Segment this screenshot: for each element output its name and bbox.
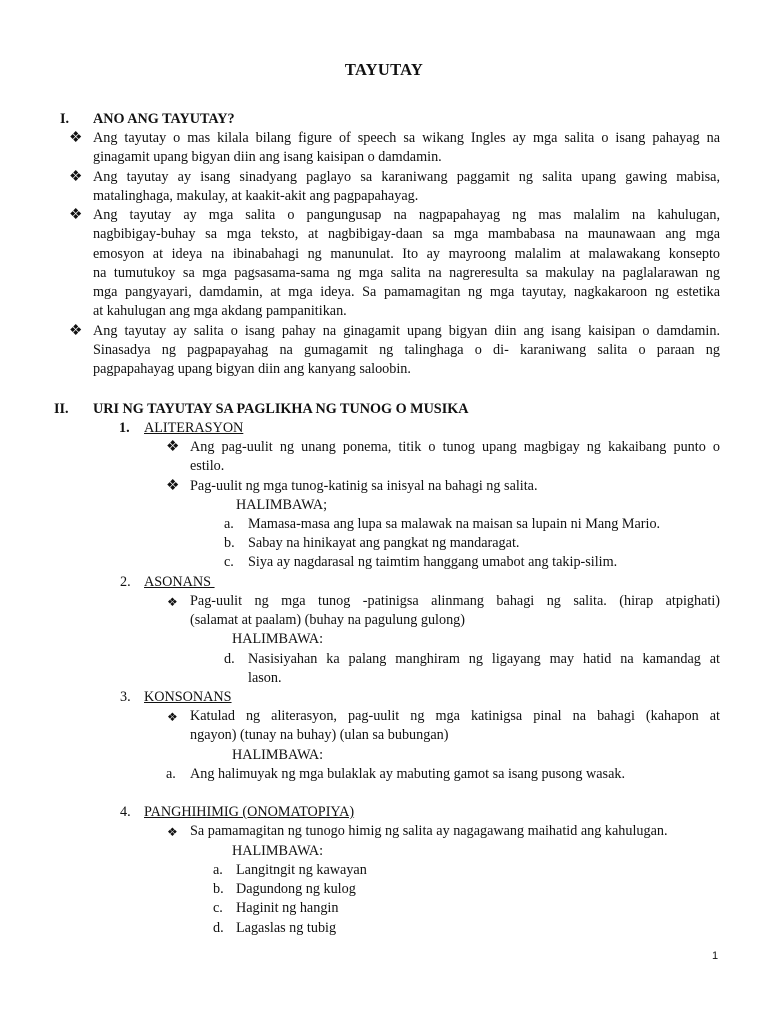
s1-bullet-3-line-2: nagbibigay-buhay sa mga teksto, at nagbibigay-daan sa mga mambabasa na maunawaan ang mga <box>93 226 720 242</box>
page-number: 1 <box>712 950 719 962</box>
s1-bullet-3-line-1: Ang tayutay ay mga salita o pangungusap na nagpapahayag ng mas malalim na kahulugan, <box>93 207 720 223</box>
panghihimig-example-d-letter: d. <box>213 920 224 936</box>
panghihimig-example-b: Dagundong ng kulog <box>236 881 356 897</box>
s1-bullet-1-line-1: Ang tayutay o mas kilala bilang figure of speech sa wikang Ingles ay mga salita o isang pahayag na <box>93 130 720 146</box>
item-2-label: ASONANS <box>144 574 215 590</box>
diamond-outline-bullet-icon: ❖ <box>167 595 178 609</box>
panghihimig-halimbawa: HALIMBAWA: <box>232 843 324 859</box>
panghihimig-example-b-letter: b. <box>213 881 224 897</box>
aliterasyon-bullet-2: Pag-uulit ng mga tunog-katinig sa inisyal na bahagi ng salita. <box>190 478 538 494</box>
konsonans-bullet-line-2: ngayon) (tunay na buhay) (ulan sa bubungan) <box>190 727 449 743</box>
diamond-outline-bullet-icon: ❖ <box>167 710 178 724</box>
aliterasyon-example-c: Siya ay nagdarasal ng taimtim hanggang umabot ang takip-silim. <box>248 554 618 570</box>
item-1-number: 1. <box>119 420 130 436</box>
section-2-heading: URI NG TAYUTAY SA PAGLIKHA NG TUNOG O MUSIKA <box>93 401 469 417</box>
diamond-outline-bullet-icon: ❖ <box>167 825 178 839</box>
aliterasyon-example-b-letter: b. <box>224 535 235 551</box>
panghihimig-example-c-letter: c. <box>213 900 223 916</box>
s1-bullet-2-line-2: matalinghaga, makulay, at kaakit-akit ang pagpapahayag. <box>93 188 419 204</box>
section-2-number: II. <box>54 401 69 417</box>
item-3-number: 3. <box>120 689 131 705</box>
section-1-number: I. <box>60 111 70 127</box>
konsonans-example: Ang halimuyak ng mga bulaklak ay mabuting gamot sa isang pusong wasak. <box>190 766 626 782</box>
panghihimig-example-d: Lagaslas ng tubig <box>236 920 337 936</box>
diamond-bullet-icon: ❖ <box>166 439 180 455</box>
diamond-bullet-icon: ❖ <box>69 169 83 185</box>
asonans-bullet-line-1: Pag-uulit ng mga tunog -patinigsa alinmang bahagi ng salita. (hirap atpighati) <box>190 593 720 609</box>
aliterasyon-example-a: Mamasa-masa ang lupa sa malawak na maisan sa lupain ni Mang Mario. <box>248 516 661 532</box>
konsonans-example-letter: a. <box>166 766 176 782</box>
aliterasyon-bullet-1-line-1: Ang pag-uulit ng unang ponema, titik o tunog upang magbigay ng kakaibang punto o <box>190 439 720 455</box>
item-3-label: KONSONANS <box>144 689 232 705</box>
s1-bullet-4-line-3: pagpapahayag upang bigyan diin ang kanyang saloobin. <box>93 361 411 377</box>
panghihimig-example-a-letter: a. <box>213 862 223 878</box>
panghihimig-bullet: Sa pamamagitan ng tunogo himig ng salita ay nagagawang maihatid ang kahulugan. <box>190 823 668 839</box>
diamond-bullet-icon: ❖ <box>69 323 83 339</box>
item-4-number: 4. <box>120 804 131 820</box>
s1-bullet-3-line-4: na tumutukoy sa mga pagsasama-sama ng mga salita na nagreresulta sa makulay na paglalarawan ng <box>93 265 720 281</box>
panghihimig-example-a: Langitngit ng kawayan <box>236 862 367 878</box>
document-title: TAYUTAY <box>344 60 424 79</box>
asonans-example-line-1: Nasisiyahan ka palang manghiram ng ligayang may hatid na kamandag at <box>248 651 720 667</box>
s1-bullet-4-line-2: Sinasadya ng pagpapayahag na gumagamit ng talinghaga o di- karaniwang salita o paraan ng <box>93 342 720 358</box>
s1-bullet-1-line-2: ginagamit upang bigyan diin ang isang kaisipan o damdamin. <box>93 149 442 165</box>
asonans-example-letter: d. <box>224 651 235 667</box>
item-1-label: ALITERASYON <box>144 420 244 436</box>
s1-bullet-3-line-3: emosyon at ideya na ibinabahagi ng manunulat. Ito ay mayroong malalim at malawakang konsepto <box>93 246 720 262</box>
s1-bullet-3-line-6: at kahulugan ang mga akdang pampanitikan. <box>93 303 347 319</box>
diamond-bullet-icon: ❖ <box>69 207 83 223</box>
section-1-heading: ANO ANG TAYUTAY? <box>93 111 235 127</box>
s1-bullet-4-line-1: Ang tayutay ay salita o isang pahay na ginagamit upang bigyan diin ang isang kaisipan o damdamin. <box>93 323 720 339</box>
s1-bullet-2-line-1: Ang tayutay ay isang sinadyang paglayo sa karaniwang paggamit ng salita upang gawing mabisa, <box>93 169 720 185</box>
diamond-bullet-icon: ❖ <box>69 130 83 146</box>
aliterasyon-halimbawa: HALIMBAWA; <box>236 497 328 513</box>
konsonans-bullet-line-1: Katulad ng aliterasyon, pag-uulit ng mga katinigsa pinal na bahagi (kahapon at <box>190 708 720 724</box>
item-2-number: 2. <box>120 574 131 590</box>
item-4-label: PANGHIHIMIG (ONOMATOPIYA) <box>144 804 355 820</box>
aliterasyon-example-c-letter: c. <box>224 554 234 570</box>
diamond-bullet-icon: ❖ <box>166 478 180 494</box>
panghihimig-example-c: Haginit ng hangin <box>236 900 339 916</box>
s1-bullet-3-line-5: mga pangyayari, damdamin, at mga ideya. Sa pamamagitan ng mga tayutay, nagkakaroon ng estetika <box>93 284 720 300</box>
konsonans-halimbawa: HALIMBAWA: <box>232 747 324 763</box>
aliterasyon-example-b: Sabay na hinikayat ang pangkat ng mandaragat. <box>248 535 520 551</box>
asonans-example-line-2: lason. <box>248 670 282 686</box>
aliterasyon-example-a-letter: a. <box>224 516 234 532</box>
asonans-halimbawa: HALIMBAWA: <box>232 631 324 647</box>
aliterasyon-bullet-1-line-2: estilo. <box>190 458 225 474</box>
asonans-bullet-line-2: (salamat at paalam) (buhay na pagulung gulong) <box>190 612 465 628</box>
